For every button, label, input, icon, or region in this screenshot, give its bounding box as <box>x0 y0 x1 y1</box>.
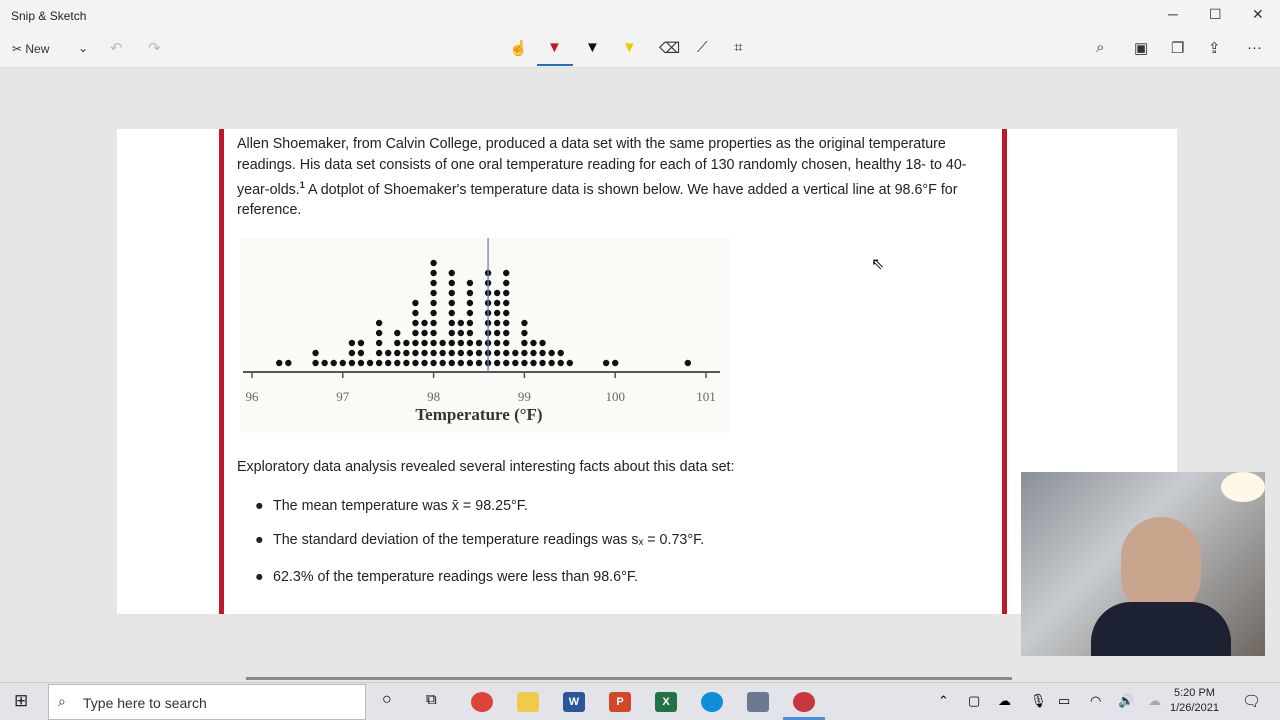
dot <box>467 320 473 326</box>
dotplot-svg <box>240 238 730 433</box>
dot <box>476 350 482 356</box>
dot <box>376 340 382 346</box>
selected-tool-indicator <box>537 64 573 66</box>
dot <box>312 350 318 356</box>
dot <box>467 340 473 346</box>
ballpoint-pen-icon[interactable]: ▼ <box>547 39 562 56</box>
dot <box>430 290 436 296</box>
dot <box>476 360 482 366</box>
intro-text-end: A dotplot of Shoemaker's temperature data is shown below. We have added a vertical line at 98.6°F for reference. <box>237 181 958 219</box>
dot <box>376 350 382 356</box>
dot <box>458 340 464 346</box>
dot <box>521 340 527 346</box>
dot <box>394 360 400 366</box>
dot <box>376 330 382 336</box>
dot <box>412 330 418 336</box>
search-icon: ⌕ <box>58 693 66 709</box>
zoom-icon[interactable]: ⌕ <box>1096 39 1105 56</box>
dot <box>439 350 445 356</box>
dot <box>449 300 455 306</box>
dot <box>403 360 409 366</box>
eraser-icon[interactable]: ⌫ <box>659 40 681 57</box>
notifications-icon[interactable]: 🗨 <box>1242 693 1262 710</box>
dot <box>494 330 500 336</box>
dot <box>285 360 291 366</box>
pencil-icon[interactable]: ▼ <box>585 39 600 56</box>
dot <box>376 320 382 326</box>
volume-icon[interactable]: 🔊 <box>1118 693 1135 708</box>
dot <box>503 280 509 286</box>
dot <box>421 340 427 346</box>
battery-icon[interactable]: ▭ <box>1058 693 1071 708</box>
dot <box>458 330 464 336</box>
dot <box>503 310 509 316</box>
dot <box>458 350 464 356</box>
x-tick-label: 99 <box>517 389 531 404</box>
task-view-icon[interactable]: ⧉ <box>426 691 437 708</box>
footnote: 1 <box>299 180 305 190</box>
dot <box>458 360 464 366</box>
dot <box>467 300 473 306</box>
intro-text: Allen Shoemaker, from Calvin College, produced a data set with the same properties as the original temperature readings. His data set consists of one oral temperature reading for each of 130 randomly chosen, healthy 18- to 40-year-olds. <box>237 136 967 198</box>
dot <box>521 350 527 356</box>
dot <box>430 270 436 276</box>
dot <box>331 360 337 366</box>
dot <box>503 290 509 296</box>
dot <box>548 360 554 366</box>
dot <box>494 310 500 316</box>
dot <box>430 280 436 286</box>
dot <box>521 330 527 336</box>
dot <box>321 360 327 366</box>
dot <box>449 320 455 326</box>
edge-icon[interactable] <box>701 692 723 712</box>
highlighter-icon[interactable]: ▼ <box>622 39 637 56</box>
share-icon[interactable]: ⇪ <box>1208 40 1221 57</box>
dot <box>412 310 418 316</box>
more-button[interactable]: ··· <box>1247 39 1262 56</box>
bullet-text: 62.3% of the temperature readings were less than 98.6°F. <box>273 569 638 585</box>
dot <box>385 360 391 366</box>
dot <box>349 340 355 346</box>
dot <box>539 350 545 356</box>
dot <box>430 320 436 326</box>
dot <box>394 330 400 336</box>
dot <box>449 270 455 276</box>
dot <box>439 360 445 366</box>
dot <box>467 280 473 286</box>
ruler-icon[interactable]: ⟋ <box>697 39 708 56</box>
cortana-icon[interactable]: ○ <box>382 691 392 708</box>
bullet-sd: ● The standard deviation of the temperature readings was sₓ = 0.73°F. <box>255 532 705 548</box>
wifi-icon[interactable]: ◠ <box>1090 693 1102 708</box>
x-tick-label: 96 <box>245 389 259 404</box>
chevron-down-icon[interactable]: ⌄ <box>78 41 89 55</box>
dot <box>449 330 455 336</box>
dot <box>603 360 609 366</box>
dot <box>503 330 509 336</box>
new-label: New <box>25 42 50 56</box>
dot <box>467 290 473 296</box>
file-explorer-icon[interactable] <box>517 692 539 712</box>
dot <box>276 360 282 366</box>
minimize-button[interactable]: ─ <box>1168 6 1178 22</box>
dot <box>421 320 427 326</box>
touch-writing-icon[interactable]: ☝ <box>509 40 528 57</box>
dot <box>539 340 545 346</box>
dot <box>521 360 527 366</box>
intro-paragraph <box>237 134 987 221</box>
dot <box>376 360 382 366</box>
dot <box>349 360 355 366</box>
dot <box>512 350 518 356</box>
dot <box>503 320 509 326</box>
dot <box>421 350 427 356</box>
x-axis-label: Temperature (°F) <box>415 405 543 424</box>
dot <box>421 360 427 366</box>
chrome-icon[interactable] <box>471 692 493 712</box>
close-button[interactable]: ✕ <box>1252 6 1264 22</box>
dot <box>467 330 473 336</box>
bullet-percent: ● 62.3% of the temperature readings were less than 98.6°F. <box>255 569 638 585</box>
dot <box>494 290 500 296</box>
dot <box>367 360 373 366</box>
eda-text: Exploratory data analysis revealed several interesting facts about this data set: <box>237 459 735 475</box>
dot <box>494 350 500 356</box>
dot <box>503 360 509 366</box>
dot <box>449 340 455 346</box>
microphone-icon[interactable]: 🎙 <box>1030 693 1047 708</box>
dot <box>558 360 564 366</box>
person-body <box>1091 602 1231 656</box>
meet-now-icon[interactable]: ▢ <box>968 693 981 708</box>
dot <box>430 330 436 336</box>
dot <box>412 360 418 366</box>
new-button[interactable] <box>12 42 49 56</box>
dot <box>385 350 391 356</box>
save-icon[interactable]: ▣ <box>1134 40 1149 57</box>
clock[interactable] <box>1170 686 1219 716</box>
x-tick-label: 97 <box>336 389 350 404</box>
undo-icon[interactable]: ↶ <box>110 40 123 57</box>
horizontal-scrollbar[interactable] <box>246 677 1012 680</box>
excel-icon[interactable]: X <box>655 692 677 712</box>
dot <box>467 350 473 356</box>
dot <box>349 350 355 356</box>
dot <box>458 320 464 326</box>
copy-icon[interactable]: ❐ <box>1171 40 1185 57</box>
dot <box>539 360 545 366</box>
dot <box>521 320 527 326</box>
word-icon[interactable]: W <box>563 692 585 712</box>
dot <box>449 310 455 316</box>
x-tick-label: 98 <box>427 389 441 404</box>
dot <box>430 300 436 306</box>
taskbar-search[interactable] <box>48 684 366 720</box>
bullet-mean: ● The mean temperature was x̄ = 98.25°F. <box>255 498 528 514</box>
dot <box>412 300 418 306</box>
dotplot <box>240 238 730 433</box>
bullet-text: The standard deviation of the temperature readings was sₓ = 0.73°F. <box>273 532 705 548</box>
x-tick-label: 100 <box>605 389 625 404</box>
dot <box>449 290 455 296</box>
dot <box>394 340 400 346</box>
dot <box>467 360 473 366</box>
dot <box>685 360 691 366</box>
right-red-border <box>1002 129 1007 614</box>
dot <box>449 360 455 366</box>
dot <box>403 340 409 346</box>
dot <box>558 350 564 356</box>
dot <box>467 310 473 316</box>
dot <box>430 260 436 266</box>
dot <box>449 350 455 356</box>
dot <box>530 340 536 346</box>
dot <box>439 340 445 346</box>
dot <box>430 340 436 346</box>
dot <box>358 360 364 366</box>
webcam-overlay <box>1021 472 1265 656</box>
dot <box>503 350 509 356</box>
dot <box>430 310 436 316</box>
x-tick-label: 101 <box>696 389 716 404</box>
mouse-cursor-icon: ⇖ <box>871 256 885 273</box>
dot <box>503 340 509 346</box>
dot <box>340 360 346 366</box>
dot <box>358 340 364 346</box>
dot <box>421 330 427 336</box>
dot <box>503 270 509 276</box>
dot <box>494 300 500 306</box>
dot <box>512 360 518 366</box>
date: 1/26/2021 <box>1170 702 1219 714</box>
dot <box>403 350 409 356</box>
dot <box>449 280 455 286</box>
windows-start-icon[interactable]: ⊞ <box>14 691 29 710</box>
dot <box>612 360 618 366</box>
app-title: Snip & Sketch <box>11 9 87 23</box>
dot <box>430 350 436 356</box>
dot <box>548 350 554 356</box>
dot <box>312 360 318 366</box>
time: 5:20 PM <box>1173 687 1215 699</box>
dot <box>358 350 364 356</box>
search-placeholder: Type here to search <box>83 695 207 711</box>
dot <box>412 340 418 346</box>
taskbar <box>0 682 1280 720</box>
lamp-light <box>1221 472 1265 502</box>
redo-icon[interactable]: ↷ <box>148 40 161 57</box>
snip-sketch-taskbar-icon[interactable] <box>793 692 815 712</box>
crop-icon[interactable]: ⌗ <box>734 39 743 56</box>
dot <box>430 360 436 366</box>
dot <box>476 340 482 346</box>
dot <box>494 340 500 346</box>
dot <box>494 360 500 366</box>
dot <box>412 350 418 356</box>
dot <box>530 350 536 356</box>
calculator-app-icon[interactable] <box>747 692 769 712</box>
toolbar <box>0 30 1280 68</box>
dot <box>530 360 536 366</box>
dot <box>394 350 400 356</box>
onedrive-icon[interactable]: ☁ <box>998 693 1011 708</box>
maximize-button[interactable]: ☐ <box>1209 6 1222 22</box>
left-red-border <box>219 129 224 614</box>
dot <box>503 300 509 306</box>
dot <box>494 320 500 326</box>
dot <box>567 360 573 366</box>
title-bar <box>0 0 1280 30</box>
dot <box>412 320 418 326</box>
powerpoint-icon[interactable]: P <box>609 692 631 712</box>
new-snip-icon: ✂ <box>12 42 26 56</box>
bullet-text: The mean temperature was x̄ = 98.25°F. <box>273 498 528 514</box>
show-hidden-icons-icon[interactable]: ⌃ <box>938 693 949 708</box>
cloud-icon[interactable]: ☁ <box>1148 693 1161 708</box>
